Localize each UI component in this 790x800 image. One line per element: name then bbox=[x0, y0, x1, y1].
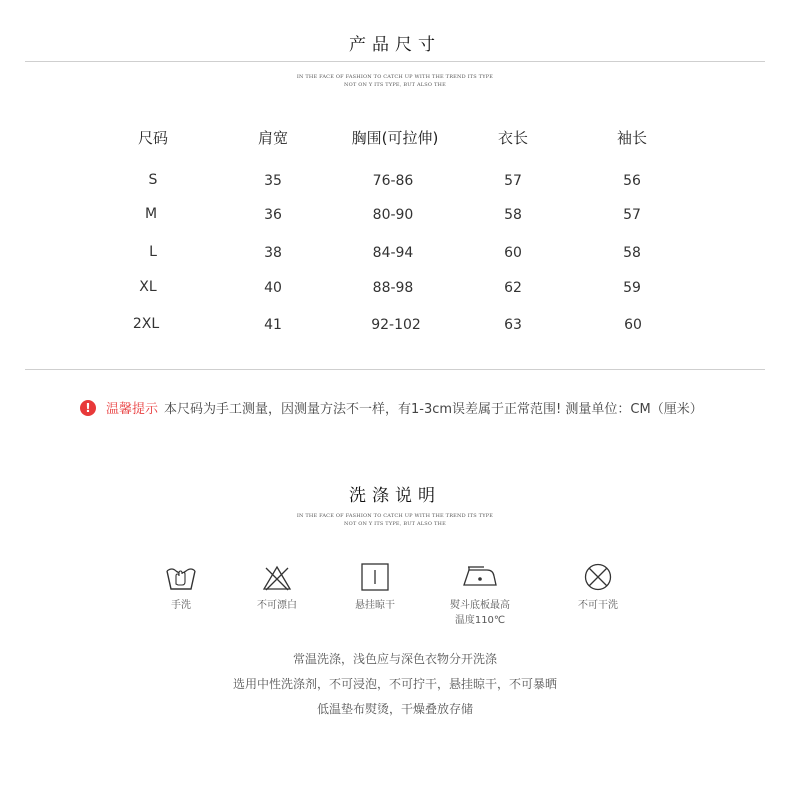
care-instruction: 常温洗涤，浅色应与深色衣物分开洗涤 bbox=[292, 652, 497, 666]
cell-length: 57 bbox=[504, 173, 522, 189]
cell-shoulder: 38 bbox=[264, 245, 282, 261]
size-table-divider bbox=[25, 369, 765, 370]
cell-sleeve: 57 bbox=[623, 207, 641, 223]
size-tagline-1: IN THE FACE OF FASHION TO CATCH UP WITH THE TREND ITS TYPE bbox=[296, 74, 494, 80]
care-item-hang-dry bbox=[320, 562, 430, 613]
cell-shoulder: 40 bbox=[264, 280, 282, 296]
care-section-title: 洗涤说明 bbox=[349, 486, 441, 506]
cell-chest: 84-94 bbox=[372, 245, 414, 261]
care-label: 不可干洗 bbox=[578, 600, 618, 611]
care-label bbox=[425, 598, 535, 628]
care-tagline-2: NOT ON Y ITS TYPE, BUT ALSO THE bbox=[344, 521, 446, 527]
cell-chest: 92-102 bbox=[371, 317, 421, 333]
hang-dry-icon bbox=[358, 562, 392, 592]
cell-shoulder: 41 bbox=[264, 317, 282, 333]
cell-chest: 76-86 bbox=[372, 173, 414, 189]
header-sleeve: 袖长 bbox=[616, 129, 647, 147]
cell-sleeve: 56 bbox=[623, 173, 641, 189]
no-tumble-dry-icon bbox=[581, 562, 615, 592]
iron-icon bbox=[460, 562, 500, 592]
header-shoulder: 肩宽 bbox=[257, 129, 288, 147]
cell-chest: 88-98 bbox=[372, 280, 414, 296]
care-item-no-dry bbox=[543, 562, 653, 613]
header-size: 尺码 bbox=[137, 129, 168, 147]
care-item-hand-wash bbox=[126, 562, 236, 613]
care-tagline-1: IN THE FACE OF FASHION TO CATCH UP WITH THE TREND ITS TYPE bbox=[296, 513, 494, 519]
cell-chest: 80-90 bbox=[372, 207, 414, 223]
cell-size: L bbox=[149, 244, 157, 260]
care-label: 手洗 bbox=[171, 600, 191, 611]
exclamation-icon: ! bbox=[80, 400, 96, 416]
cell-shoulder: 36 bbox=[264, 207, 282, 223]
size-section-title: 产品尺寸 bbox=[349, 35, 441, 55]
cell-length: 60 bbox=[504, 245, 522, 261]
cell-size: XL bbox=[139, 279, 157, 295]
notice-label: 温馨提示 bbox=[106, 402, 159, 417]
cell-sleeve: 59 bbox=[623, 280, 641, 296]
cell-length: 63 bbox=[504, 317, 522, 333]
care-instruction: 选用中性洗涤剂，不可浸泡，不可拧干，悬挂晾干，不可暴晒 bbox=[232, 677, 557, 691]
cell-length: 58 bbox=[504, 207, 522, 223]
measurement-notice bbox=[80, 398, 703, 417]
cell-size: 2XL bbox=[132, 316, 160, 332]
care-label-line: 温度110℃ bbox=[454, 615, 506, 626]
no-bleach-icon bbox=[260, 562, 294, 592]
cell-shoulder: 35 bbox=[264, 173, 282, 189]
header-chest: 胸围(可拉伸) bbox=[351, 129, 439, 147]
size-title-divider bbox=[25, 61, 765, 62]
cell-length: 62 bbox=[504, 280, 522, 296]
care-label-line: 熨斗底板最高 bbox=[450, 600, 510, 611]
cell-sleeve: 60 bbox=[624, 317, 642, 333]
care-item-no-bleach bbox=[222, 562, 332, 613]
care-item-iron bbox=[425, 562, 535, 628]
cell-size: M bbox=[144, 206, 158, 222]
cell-size: S bbox=[148, 172, 158, 188]
care-label: 不可漂白 bbox=[257, 600, 297, 611]
care-label: 悬挂晾干 bbox=[355, 600, 395, 611]
header-length: 衣长 bbox=[497, 129, 528, 147]
care-instruction: 低温垫布熨烫，干燥叠放存储 bbox=[316, 702, 473, 716]
size-tagline-2: NOT ON Y ITS TYPE, BUT ALSO THE bbox=[344, 82, 446, 88]
hand-wash-icon bbox=[164, 562, 198, 592]
cell-sleeve: 58 bbox=[623, 245, 641, 261]
notice-text: 本尺码为手工测量，因测量方法不一样，有1-3cm误差属于正常范围! 测量单位：CM（厘米） bbox=[164, 402, 703, 417]
